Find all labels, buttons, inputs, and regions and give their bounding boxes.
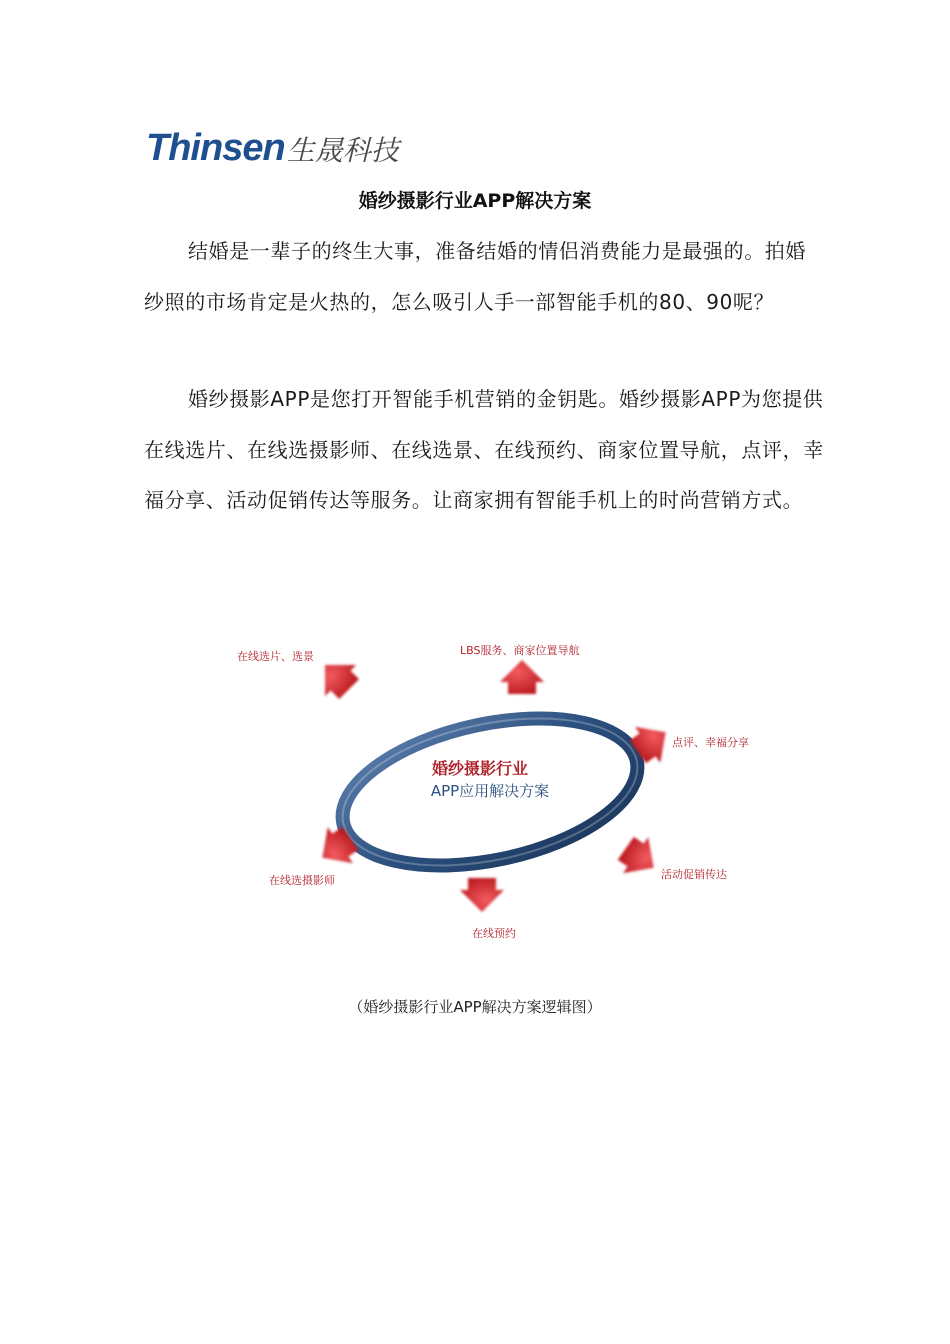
- label-photographer: 在线选摄影师: [269, 874, 335, 887]
- logo-chinese-text: 生晟科技: [286, 134, 399, 167]
- logo-english-text: Thinsen: [146, 127, 285, 169]
- arrow-icon-photographer: [310, 820, 363, 876]
- label-lbs: LBS服务、商家位置导航: [460, 644, 580, 657]
- label-promotion: 活动促销传达: [661, 868, 727, 881]
- arrow-icon-booking: [460, 878, 504, 912]
- label-booking: 在线预约: [472, 927, 516, 940]
- label-select-photos: 在线选片、选景: [237, 650, 314, 663]
- arrow-icon-select-photos: [309, 649, 364, 704]
- diagram-caption: （婚纱摄影行业APP解决方案逻辑图）: [348, 998, 602, 1016]
- company-logo: [146, 124, 399, 168]
- label-review: 点评、幸福分享: [672, 736, 749, 749]
- diagram-center-title: 婚纱摄影行业: [431, 759, 529, 778]
- arrow-icon-promotion: [613, 830, 666, 886]
- diagram-center-subtitle: APP应用解决方案: [430, 782, 550, 800]
- arrow-icon-lbs: [500, 660, 544, 694]
- solution-logic-diagram: [200, 622, 780, 952]
- paragraph-services: 婚纱摄影APP是您打开智能手机营销的金钥匙。婚纱摄影APP为您提供在线选片、在线选摄影师、在线选景、在线预约、商家位置导航，点评，幸福分享、活动促销传达等服务。让商家拥有智能手机上的时尚营销方式。: [144, 387, 824, 512]
- paragraph-intro: 结婚是一辈子的终生大事，准备结婚的情侣消费能力是最强的。拍婚纱照的市场肯定是火热的，怎么吸引人手一部智能手机的80、90呢？: [144, 239, 806, 314]
- document-title: 婚纱摄影行业APP解决方案: [358, 190, 592, 212]
